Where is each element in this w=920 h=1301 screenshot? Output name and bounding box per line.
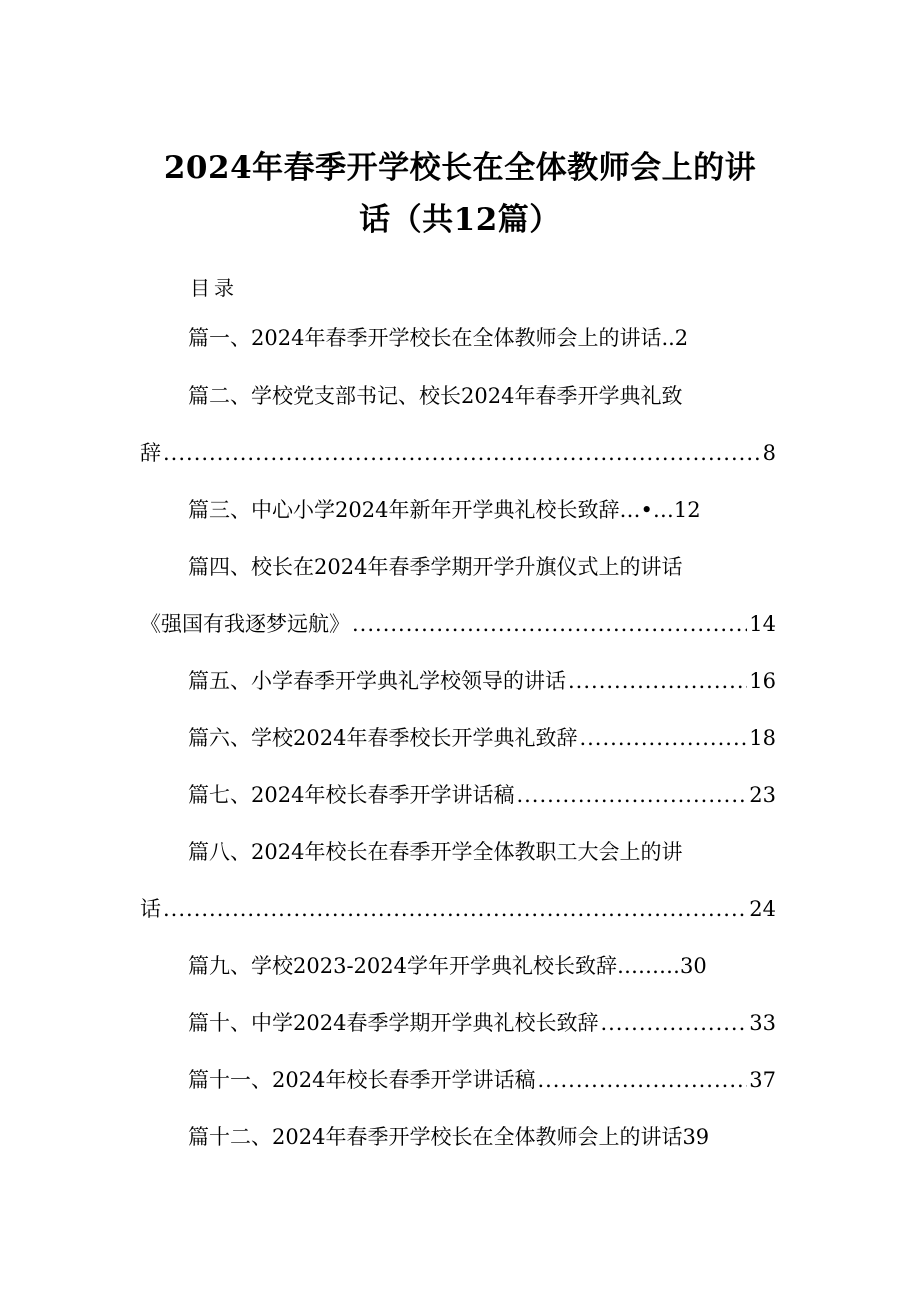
toc-entry-title: 篇五、小学春季开学典礼学校领导的讲话 [188,669,566,693]
toc-leader-dots [516,783,747,807]
toc-entry-3[interactable]: 篇三、中心小学2024年新年开学典礼校长致辞…•…12 [188,498,701,522]
toc-entry-4-line-2[interactable] [140,608,776,638]
document-title-line-1: 2024年春季开学校长在全体教师会上的讲 [163,150,757,186]
toc-page-number: 37 [749,1068,776,1092]
toc-entry-1[interactable]: 篇一、2024年春季开学校长在全体教师会上的讲话..2 [188,326,689,350]
toc-entry-11[interactable] [188,1064,776,1094]
toc-entry-4-line-1[interactable]: 篇四、校长在2024年春季学期开学升旗仪式上的讲话 [188,555,683,579]
toc-page-number: 8 [762,441,776,465]
toc-page-number: 18 [749,726,776,750]
toc-entry-8-line-1[interactable]: 篇八、2024年校长在春季开学全体教职工大会上的讲 [188,840,683,864]
toc-entry-title: 篇十一、2024年校长春季开学讲话稿 [188,1068,536,1092]
toc-heading: 目录 [190,276,238,300]
toc-leader-dots [537,1068,747,1092]
toc-entry-2-line-1[interactable]: 篇二、学校党支部书记、校长2024年春季开学典礼致 [188,384,683,408]
toc-leader-dots [600,1011,747,1035]
toc-entry-7[interactable] [188,779,776,809]
toc-page-number: 14 [749,612,776,636]
toc-leader-dots [568,669,747,693]
toc-leader-dots [163,897,747,921]
toc-leader-dots [163,441,761,465]
toc-entry-12[interactable]: 篇十二、2024年春季开学校长在全体教师会上的讲话39 [188,1125,710,1149]
toc-leader-dots [579,726,747,750]
toc-entry-title: 篇六、学校2024年春季校长开学典礼致辞 [188,726,578,750]
toc-entry-5[interactable] [188,665,776,695]
toc-entry-title: 篇十、中学2024春季学期开学典礼校长致辞 [188,1011,599,1035]
toc-entry-2-line-2[interactable] [140,437,776,467]
document-title-line-2: 话（共12篇） [359,202,561,238]
toc-page-number: 24 [749,897,776,921]
toc-page-number: 16 [749,669,776,693]
toc-leader-dots [352,612,747,636]
toc-entry-title: 辞 [140,441,161,465]
toc-entry-8-line-2[interactable] [140,893,776,923]
toc-page-number: 33 [749,1011,776,1035]
toc-entry-title: 篇七、2024年校长春季开学讲话稿 [188,783,515,807]
toc-entry-title: 话 [140,897,161,921]
toc-page-number: 23 [749,783,776,807]
toc-entry-9[interactable]: 篇九、学校2023-2024学年开学典礼校长致辞………30 [188,954,707,978]
toc-entry-6[interactable] [188,722,776,752]
toc-entry-10[interactable] [188,1007,776,1037]
toc-entry-title: 《强国有我逐梦远航》 [140,612,350,636]
